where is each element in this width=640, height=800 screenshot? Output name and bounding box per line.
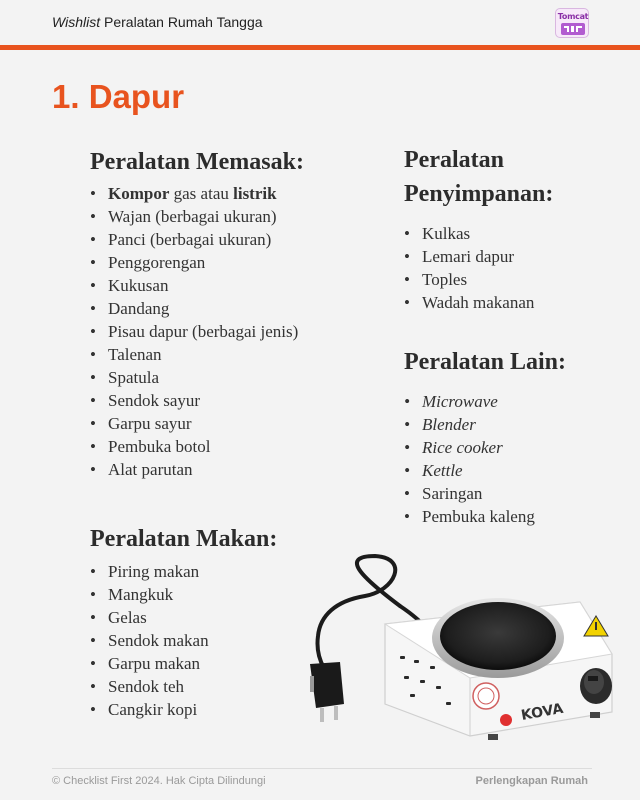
header-title: [52, 14, 263, 30]
list-item: • Pembuka botol: [90, 435, 298, 458]
list-item: • Garpu makan: [90, 652, 209, 675]
list-item: • Penggorengan: [90, 251, 298, 274]
list-item: • Kulkas: [404, 222, 534, 245]
header-title-italic: Wishlist: [52, 14, 101, 30]
list-item: • Gelas: [90, 606, 209, 629]
power-indicator-icon: [500, 714, 512, 726]
list-item: • Cangkir kopi: [90, 698, 209, 721]
brand-logo-mark-icon: [561, 23, 585, 35]
makan-title: Peralatan Makan:: [90, 526, 278, 552]
section-title: 1. Dapur: [52, 78, 185, 115]
header-title-rest: Peralatan Rumah Tangga: [100, 14, 263, 30]
footer-category: Perlengkapan Rumah: [475, 775, 588, 787]
footer-copyright: © Checklist First 2024. Hak Cipta Dilindungi: [52, 775, 266, 787]
plug-icon: [310, 662, 344, 722]
footer-divider: [52, 768, 592, 769]
list-item: • Kettle: [404, 459, 535, 482]
makan-list: [90, 560, 209, 721]
list-item: • Garpu sayur: [90, 412, 298, 435]
list-item: • Piring makan: [90, 560, 209, 583]
list-item: • Microwave: [404, 390, 535, 413]
list-item: • Dandang: [90, 297, 298, 320]
list-item: • Sendok teh: [90, 675, 209, 698]
hot-plate: [440, 602, 556, 670]
brand-logo-text: Tomcat: [557, 12, 589, 21]
list-item-bold: Kompor: [108, 184, 170, 203]
lain-title: Peralatan Lain:: [404, 349, 566, 375]
list-item: • Wadah makanan: [404, 291, 534, 314]
penyimpanan-list: [404, 222, 534, 314]
lain-list: [404, 390, 535, 528]
brand-logo: [555, 8, 589, 38]
memasak-list: [90, 182, 298, 481]
penyimpanan-title-line2: Penyimpanan:: [404, 181, 554, 207]
list-item: • Rice cooker: [404, 436, 535, 459]
list-item: • Pembuka kaleng: [404, 505, 535, 528]
header-bar: [0, 0, 640, 48]
list-item: [90, 182, 298, 205]
list-item: • Saringan: [404, 482, 535, 505]
list-item: • Pisau dapur (berbagai jenis): [90, 320, 298, 343]
list-item: • Wajan (berbagai ukuran): [90, 205, 298, 228]
list-item: • Alat parutan: [90, 458, 298, 481]
stove-brand: KOVA: [519, 700, 565, 724]
list-item: • Talenan: [90, 343, 298, 366]
list-item: • Lemari dapur: [404, 245, 534, 268]
temperature-knob-icon: [580, 668, 612, 704]
list-item: • Mangkuk: [90, 583, 209, 606]
list-item: • Blender: [404, 413, 535, 436]
list-item: • Sendok makan: [90, 629, 209, 652]
list-item-text: gas atau: [169, 184, 234, 203]
list-item: • Panci (berbagai ukuran): [90, 228, 298, 251]
list-item-bold: listrik: [233, 184, 277, 203]
list-item: • Kukusan: [90, 274, 298, 297]
list-item: • Spatula: [90, 366, 298, 389]
list-item: • Toples: [404, 268, 534, 291]
electric-stove-illustration: [280, 536, 620, 766]
memasak-title: Peralatan Memasak:: [90, 149, 304, 175]
list-item: • Sendok sayur: [90, 389, 298, 412]
header-accent-rule: [0, 45, 640, 50]
penyimpanan-title-line1: Peralatan: [404, 147, 504, 173]
